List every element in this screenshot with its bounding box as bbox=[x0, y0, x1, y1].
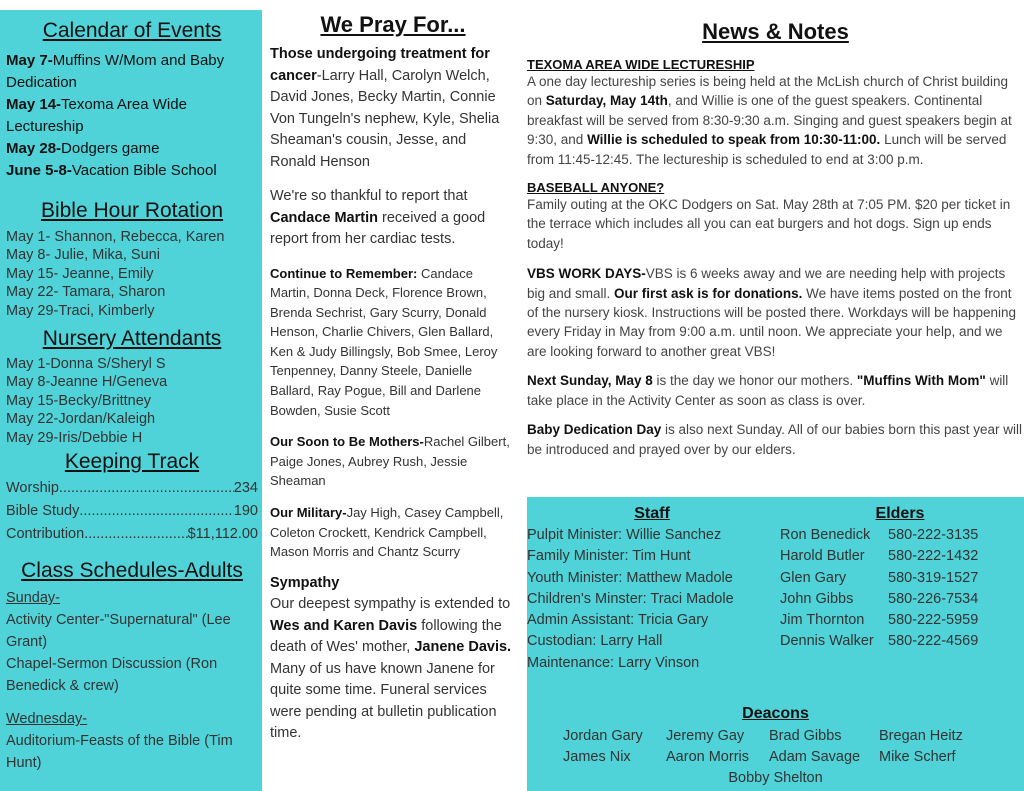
calendar-title: Calendar of Events bbox=[42, 19, 222, 42]
elders-title: Elders bbox=[875, 505, 925, 522]
texoma-heading: TEXOMA AREA WIDE LECTURESHIP bbox=[527, 57, 755, 72]
event-item: May 7-Muffins W/Mom and Baby Dedication bbox=[6, 52, 225, 91]
list-item: May 8-Jeanne H/Geneva bbox=[6, 374, 168, 391]
class-schedules-title: Class Schedules-Adults bbox=[21, 559, 243, 583]
schedule-item: Chapel-Sermon Discussion (Ron Benedick & crew) bbox=[6, 656, 218, 695]
staff-member: Family Minister: Tim Hunt bbox=[527, 548, 691, 565]
schedule-item: Auditorium-Feasts of the Bible (Tim Hunt) bbox=[6, 733, 233, 772]
sympathy-paragraph: Our deepest sympathy is extended to Wes and Karen Davis following the death of Wes' mother, Janene Davis. Many of us have known Janene for quite some time. Funeral services were pending at bulletin publication time. bbox=[270, 596, 512, 742]
news-column bbox=[527, 10, 1024, 791]
staff-member: Custodian: Larry Hall bbox=[527, 633, 663, 650]
staff-panel bbox=[527, 497, 1024, 791]
staff-section bbox=[527, 505, 777, 674]
deacon-name: Brad Gibbs bbox=[769, 728, 842, 744]
deacon-name: James Nix bbox=[563, 749, 631, 765]
list-item: May 22- Tamara, Sharon bbox=[6, 284, 166, 301]
baseball-paragraph: Family outing at the OKC Dodgers on Sat. May 28th at 7:05 PM. $20 per ticket in the terrace which includes all you can eat burgers and hot dogs. Sign up ends today! bbox=[527, 197, 1011, 251]
staff-member: Pulpit Minister: Willie Sanchez bbox=[527, 527, 722, 543]
remember-paragraph: Continue to Remember: Candace Martin, Donna Deck, Florence Brown, Brenda Sechrist, Gary Scurry, Donald Henson, Charlie Chivers, Glen Ballard, Ken & Judy Billingsly, Bob Smee, Leroy Tenpenney, Danny Steele, Danielle Ballard, Ray Pogue, Bill and Darlene Bowden, Susie Scott bbox=[270, 265, 498, 418]
bible-hour-title: Bible Hour Rotation bbox=[40, 199, 224, 222]
track-row: Worship ..... 234 bbox=[6, 477, 258, 500]
baby-paragraph: Baby Dedication Day is also next Sunday. All of our babies born this past year will be introduced and prayed over by our elders. bbox=[527, 422, 1022, 457]
list-item: May 8- Julie, Mika, Suni bbox=[6, 247, 160, 264]
deacon-name: Aaron Morris bbox=[666, 749, 749, 765]
schedule-item: Activity Center-"Supernatural" (Lee Grant) bbox=[6, 612, 231, 651]
list-item: May 15- Jeanne, Emily bbox=[6, 265, 154, 282]
deacons-grid bbox=[563, 726, 983, 768]
elder-row: Jim Thornton 580-222-5959 bbox=[780, 612, 979, 629]
elders-section bbox=[780, 505, 1020, 653]
baseball-heading: BASEBALL ANYONE? bbox=[527, 180, 665, 196]
staff-title: Staff bbox=[634, 505, 670, 522]
elder-row: Ron Benedick 580-222-3135 bbox=[780, 527, 979, 543]
texoma-paragraph: A one day lectureship series is being held at the McLish church of Christ building on Saturday, May 14th, and Willie is one of the guest speakers. Continental breakfast will be served from 8:30-9:30 a.m. Singing and guest speakers begin at 9:30, and Willie is scheduled to speak from 10:30-11:00. Lunch will be served from 11:45-12:45. The lectureship is scheduled to end at 3:00 p.m. bbox=[527, 74, 1012, 167]
list-item: May 22-Jordan/Kaleigh bbox=[6, 411, 156, 428]
staff-member: Admin Assistant: Tricia Gary bbox=[527, 612, 709, 629]
list-item: May 1-Donna S/Sheryl S bbox=[6, 356, 166, 373]
deacon-name: Bregan Heitz bbox=[879, 728, 963, 744]
bible-hour-list bbox=[6, 228, 258, 320]
track-row: Contribution ..... $11,112.00 bbox=[6, 523, 258, 546]
staff-member: Youth Minister: Matthew Madole bbox=[527, 569, 733, 586]
elder-row: Glen Gary 580-319-1527 bbox=[780, 569, 979, 586]
deacon-name: Jordan Gary bbox=[563, 728, 643, 744]
pray-title: We Pray For... bbox=[320, 12, 466, 37]
event-item: May 14-Texoma Area Wide Lectureship bbox=[6, 96, 187, 135]
keeping-track-title: Keeping Track bbox=[64, 450, 200, 474]
sunday-label: Sunday- bbox=[6, 590, 61, 607]
elder-row: John Gibbs 580-226-7534 bbox=[780, 590, 979, 607]
news-title: News & Notes bbox=[702, 19, 849, 44]
list-item: May 29-Traci, Kimberly bbox=[6, 302, 155, 319]
cancer-paragraph: Those undergoing treatment for cancer-Larry Hall, Carolyn Welch, David Jones, Becky Martin, Connie Von Tungeln's nephew, Kyle, Shelia Sheaman's cousin, Jesse, and Ronald Henson bbox=[270, 46, 500, 170]
prayer-column bbox=[266, 10, 518, 791]
nursery-list bbox=[6, 355, 258, 447]
deacon-name: Mike Scherf bbox=[879, 749, 956, 765]
thankful-paragraph: We're so thankful to report that Candace Martin received a good report from her cardiac tests. bbox=[270, 188, 486, 247]
keeping-track-table bbox=[6, 477, 258, 546]
elder-row: Harold Butler 580-222-1432 bbox=[780, 548, 979, 565]
wednesday-label: Wednesday- bbox=[6, 711, 88, 728]
list-item: May 1- Shannon, Rebecca, Karen bbox=[6, 229, 225, 245]
staff-member: Children's Minster: Traci Madole bbox=[527, 590, 734, 607]
military-paragraph: Our Military-Jay High, Casey Campbell, Coleton Crockett, Kendrick Campbell, Mason Morris and Chantz Scurry bbox=[270, 505, 504, 560]
event-item: May 28-Dodgers game bbox=[6, 140, 160, 157]
vbs-paragraph: VBS WORK DAYS-VBS is 6 weeks away and we are needing help with projects big and small. Our first ask is for donations. We have items posted on the front of the nursery kiosk. Instructions will be posted there. Workdays will be happening every Friday in May from 9:00 a.m. until noon. We appreciate your help, and we are looking forward to another great VBS! bbox=[527, 266, 1016, 359]
staff-member: Maintenance: Larry Vinson bbox=[527, 654, 700, 671]
deacon-name: Jeremy Gay bbox=[666, 728, 745, 744]
sympathy-title: Sympathy bbox=[270, 574, 340, 591]
event-item: June 5-8-Vacation Bible School bbox=[6, 162, 217, 179]
deacon-name: Bobby Shelton bbox=[728, 770, 823, 786]
calendar-events bbox=[6, 50, 258, 182]
mothers-paragraph: Our Soon to Be Mothers-Rachel Gilbert, Paige Jones, Aubrey Rush, Jessie Sheaman bbox=[270, 434, 510, 489]
left-panel bbox=[0, 10, 262, 791]
elder-row: Dennis Walker 580-222-4569 bbox=[780, 633, 979, 650]
list-item: May 15-Becky/Brittney bbox=[6, 392, 152, 409]
deacon-name: Adam Savage bbox=[769, 749, 861, 765]
track-row: Bible Study ..... 190 bbox=[6, 500, 258, 523]
list-item: May 29-Iris/Debbie H bbox=[6, 429, 143, 446]
sunday-paragraph: Next Sunday, May 8 is the day we honor our mothers. "Muffins With Mom" will take place in the Activity Center as soon as class is over. bbox=[527, 373, 1009, 408]
nursery-title: Nursery Attendants bbox=[42, 327, 222, 351]
deacons-title: Deacons bbox=[742, 705, 809, 722]
